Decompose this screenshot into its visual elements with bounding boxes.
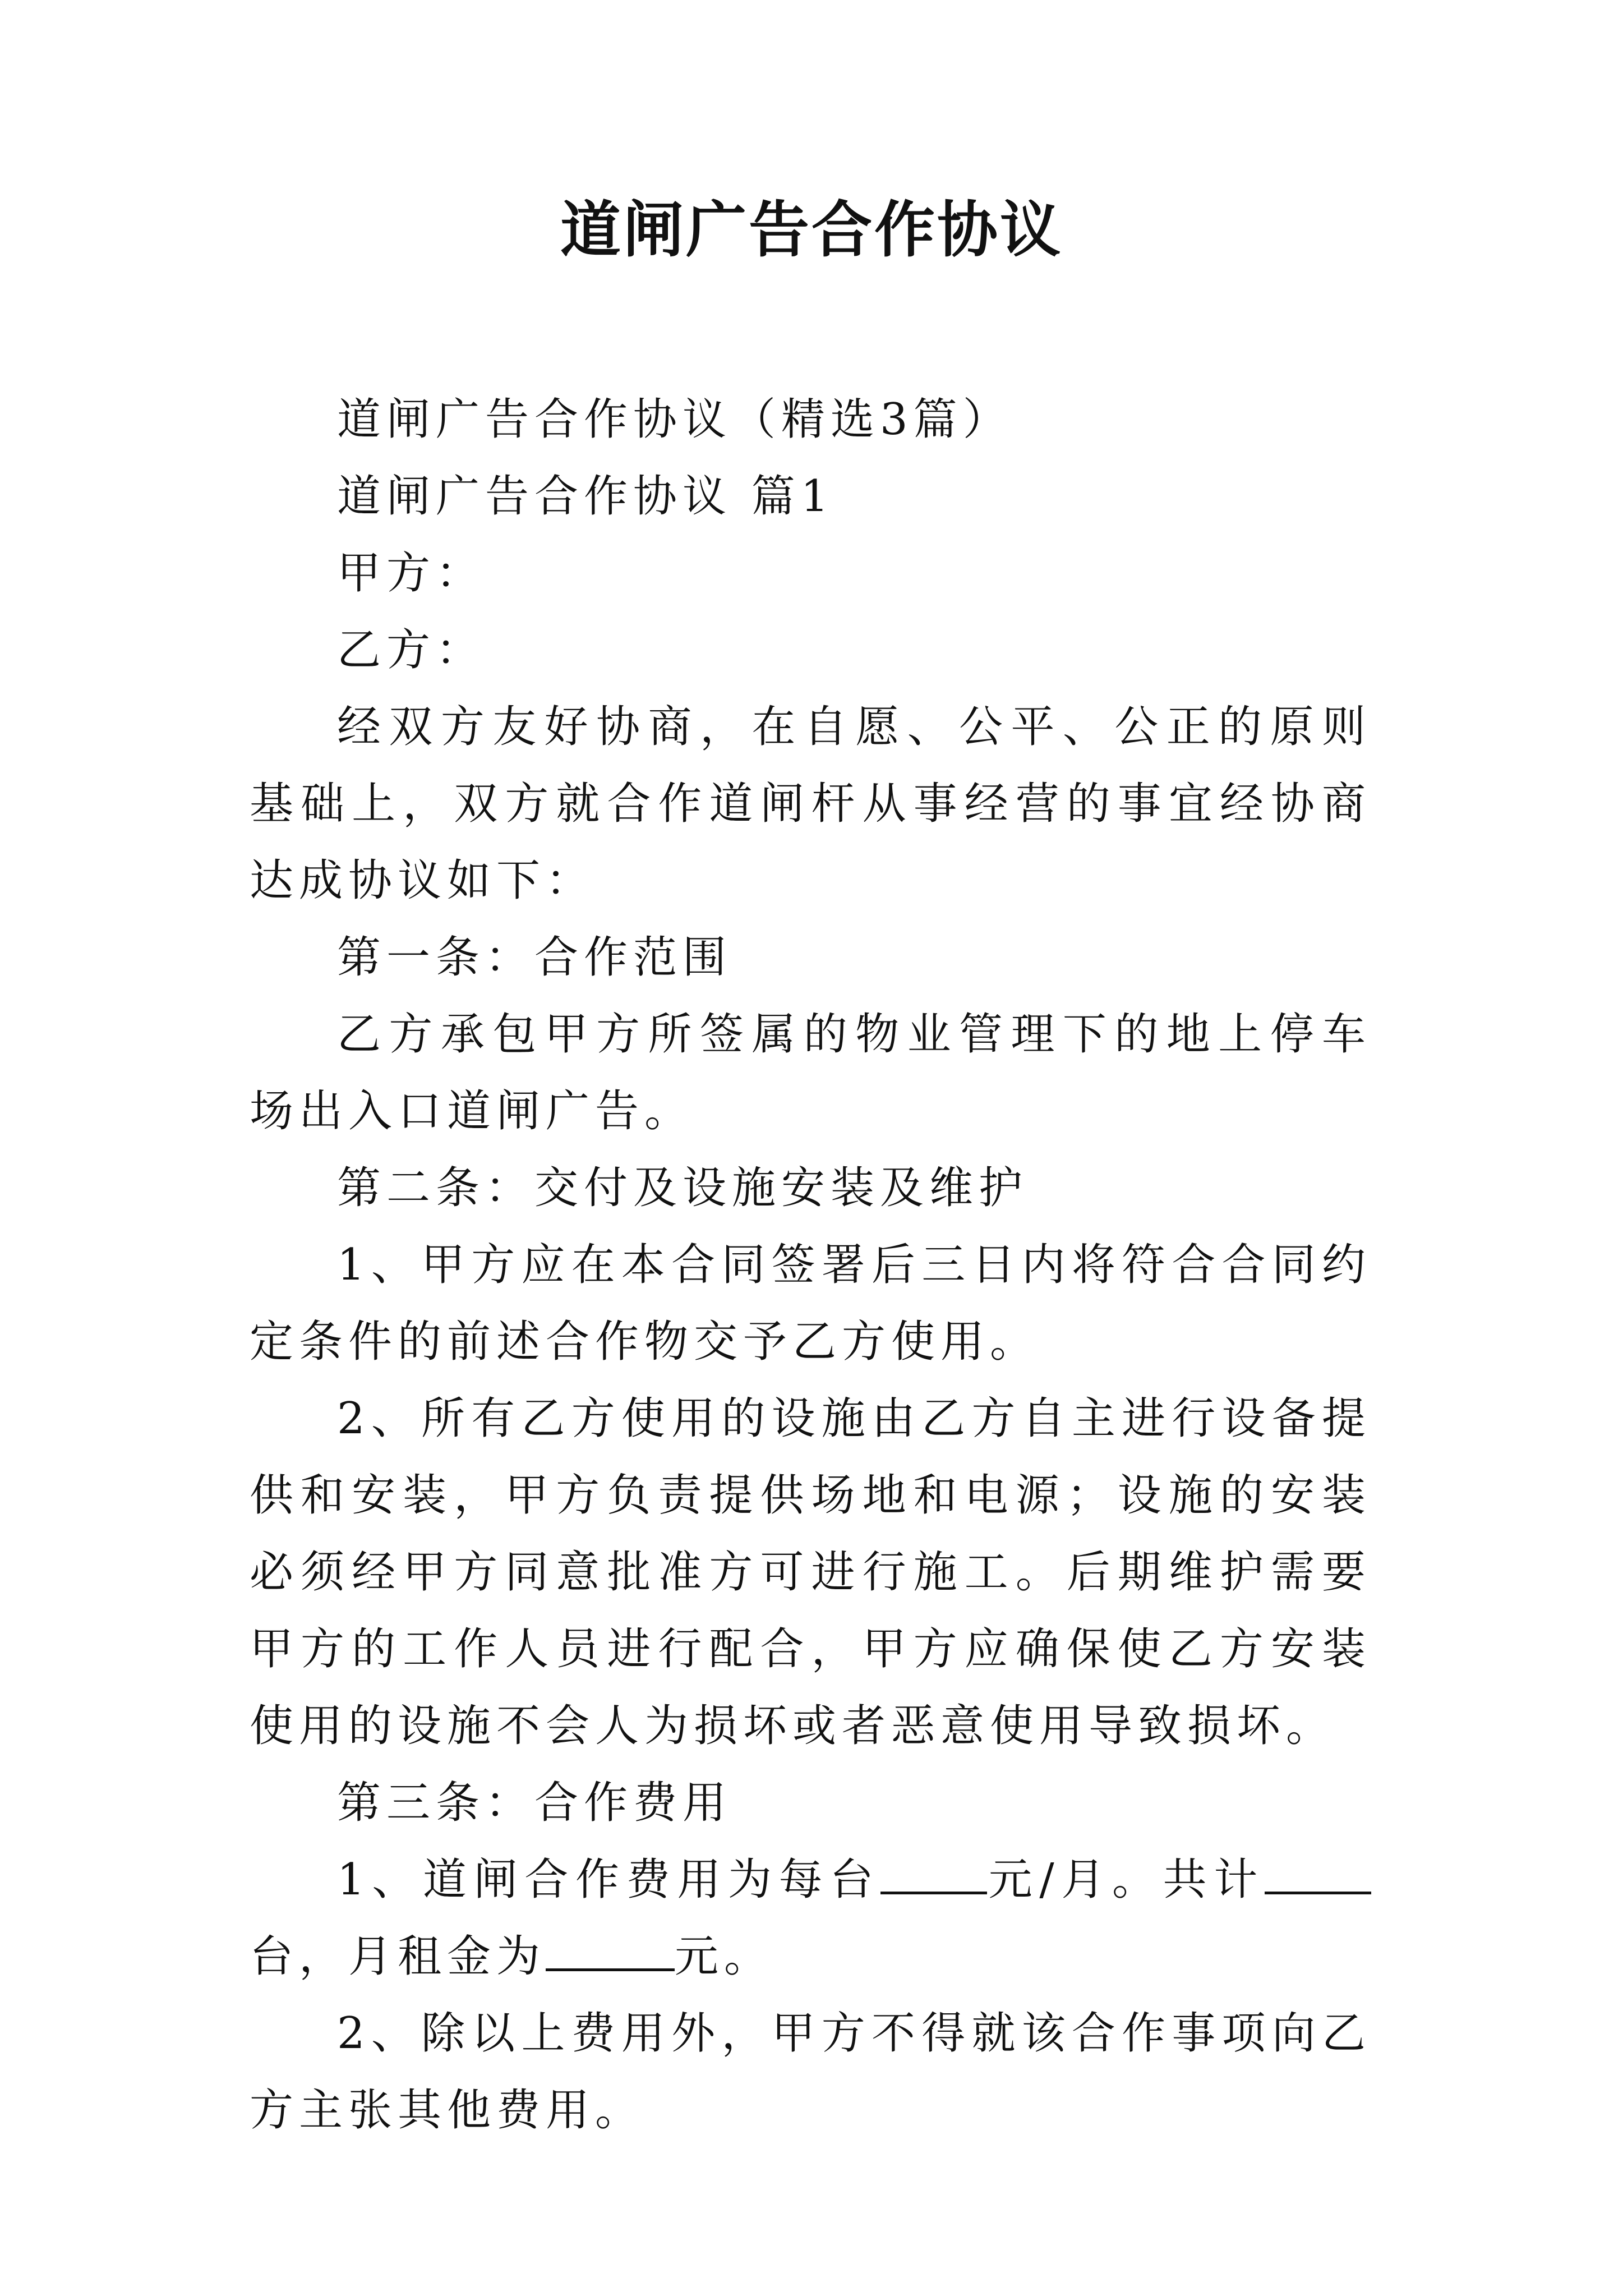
fee-text-a: 1、道闸合作费用为每台 — [337, 1855, 881, 1905]
paragraph-section-heading: 道闸广告合作协议 篇1 — [337, 471, 834, 522]
paragraph-party-b: 乙方： — [337, 625, 486, 675]
paragraph-party-a: 甲方： — [337, 548, 486, 599]
fee-text-d: 元。 — [675, 1931, 774, 1982]
document-title: 道闸广告合作协议 — [560, 195, 1063, 265]
monthly-rent-blank — [546, 1920, 675, 1971]
paragraph-article-3-title: 第三条：合作费用 — [337, 1778, 732, 1828]
paragraph-article-2-item-1: 1、甲方应在本合同签署后三日内将符合合同约定条件的前述合作物交予乙方使用。 — [250, 1240, 1371, 1367]
paragraph-article-3-item-1 — [250, 1842, 1371, 1995]
fee-text-b: 元/月。共计 — [987, 1855, 1265, 1905]
paragraph-article-2-item-2: 2、所有乙方使用的设施由乙方自主进行设备提供和安装，甲方负责提供场地和电源；设施的安装必须经甲方同意批准方可进行施工。后期维护需要甲方的工作人员进行配合，甲方应确保使乙方安装使用的设施不会人为损坏或者恶意使用导致损坏。 — [250, 1393, 1371, 1751]
document-body — [250, 381, 1371, 2149]
fee-per-unit-blank — [880, 1843, 987, 1894]
paragraph-article-1-title: 第一条：合作范围 — [337, 932, 732, 983]
paragraph-subtitle: 道闸广告合作协议（精选3篇） — [337, 394, 1012, 445]
paragraph-article-2-title: 第二条：交付及设施安装及维护 — [337, 1163, 1029, 1213]
paragraph-article-3-item-2: 2、除以上费用外，甲方不得就该合作事项向乙方主张其他费用。 — [250, 2008, 1371, 2136]
paragraph-preamble: 经双方友好协商，在自愿、公平、公正的原则基础上，双方就合作道闸杆从事经营的事宜经协商达成协议如下： — [250, 702, 1371, 906]
fee-text-c: 台，月租金为 — [250, 1931, 546, 1982]
unit-count-blank — [1265, 1843, 1371, 1894]
paragraph-article-1-body: 乙方承包甲方所签属的物业管理下的地上停车场出入口道闸广告。 — [250, 1009, 1371, 1137]
